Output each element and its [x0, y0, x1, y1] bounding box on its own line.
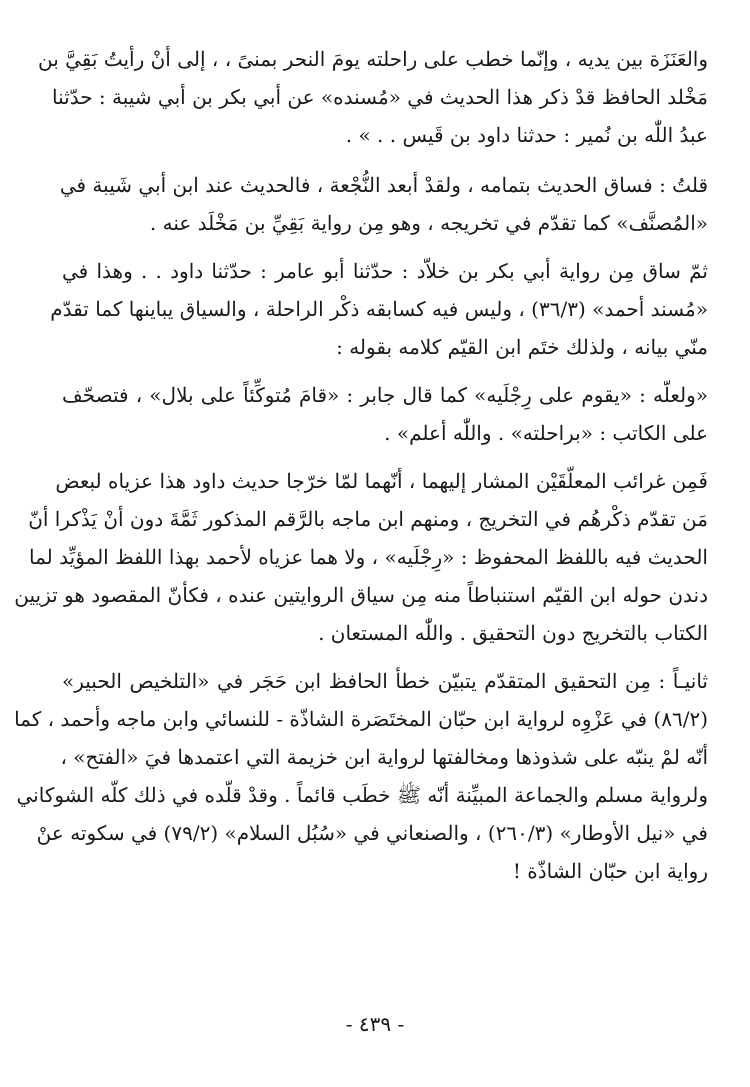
text-line: (٨٦/٢) في عَزْوِه لرواية ابن حبّان المختَصَرة الشاذّة - للنسائي وابن ماجه وأحمد ، كما [14, 707, 708, 731]
text-line: «ولعلّه : «يقوم على رِجْلَيه» كما قال جابر : «قامَ مُتوكِّئاً على بلال» ، فتصحّف [62, 383, 708, 407]
page-number: - ٤٣٩ - [345, 1012, 405, 1036]
text-line: «المُصنَّف» كما تقدّم في تخريجه ، وهو مِن رواية بَقِيِّ بن مَخْلَد عنه . [149, 211, 708, 235]
page-body [14, 40, 709, 900]
text-line: «مُسند أحمد» (٣٦/٣) ، وليس فيه كسابقه ذكْر الراحلة ، والسياق يباينها كما تقدّم [50, 297, 708, 321]
paragraph-5 [14, 462, 708, 652]
text-line: ثانيـاً : مِن التحقيق المتقدّم يتبيّن خطأ الحافظ ابن حَجَر في «التلخيص الحبير» [62, 669, 708, 693]
text-line: فَمِن غرائب المعلّقَيْن المشار إليهما ، أنّهما لمّا خرّجا حديث داود هذا عزياه لبعض [55, 469, 708, 493]
text-line: عبدُ اللّٰه بن نُمير : حدثنا داود بن قَيس . . » . [345, 123, 708, 147]
text-line: أنّه لمْ ينبّه على شذوذها ومخالفتها لرواية ابن خزيمة التي اعتمدها فيَ «الفتح» ، [60, 745, 708, 769]
text-line: على الكاتب : «براحلته» . واللّٰه أعلم» . [384, 421, 708, 445]
text-line: في «نيل الأوطار» (٢٦٠/٣) ، والصنعاني في «سُبُل السلام» (٧٩/٢) في سكوته عنْ [36, 821, 708, 845]
text-line: مَن تقدّم ذكْرهُم في التخريج ، ومنهم ابن ماجه بالرَّقم المذكور ثَمَّةَ دون أنْ يَذْكرا أنّ [28, 507, 708, 531]
paragraph-6 [14, 662, 708, 890]
paragraph-1 [37, 40, 708, 154]
text-line: دندن حوله ابن القيّم استنباطاً منه مِن سياق الروايتين عنده ، فكأنّ المقصود هو تزيين [14, 583, 708, 607]
text-line: والعَنَزَة بين يديه ، وإنّما خطب على راحلته يومَ النحر بمنىً ، ، إلى أنْ رأيتُ بَقِيَّ بن [37, 47, 708, 71]
text-line: ولرواية مسلم والجماعة المبيِّنة أنّه ﷺ خطَب قائماً . وقدْ قلّده في ذلك كلّه الشوكاني [16, 783, 708, 807]
text-line: رواية ابن حبّان الشاذّة ! [512, 859, 708, 883]
text-line: الحديث فيه باللفظ المحفوظ : «رِجْلَيه» ، ولا هما عزياه لأحمد بهذا اللفظ المؤيِّد لما [29, 545, 708, 569]
paragraph-4 [62, 376, 708, 452]
text-line: مَخْلد الحافظ قدْ ذكر هذا الحديث في «مُسنده» عن أبي بكر بن أبي شيبة : حدّثنا [52, 85, 708, 109]
text-line: الكتاب بالتخريج دون التحقيق . واللّٰه المستعان . [318, 621, 708, 645]
text-line: منّي بيانه ، ولذلك ختَم ابن القيّم كلامه بقوله : [336, 335, 708, 359]
text-line: قلتُ : فساق الحديث بتمامه ، ولقدْ أبعد النُّجْعة ، فالحديث عند ابن أبي شَيبة في [59, 173, 708, 197]
paragraph-3 [50, 252, 709, 366]
paragraph-2 [59, 166, 708, 242]
text-line: ثمّ ساق مِن رواية أبي بكر بن خلاّد : حدّثنا أبو عامر : حدّثنا داود . . وهذا في [62, 259, 709, 283]
